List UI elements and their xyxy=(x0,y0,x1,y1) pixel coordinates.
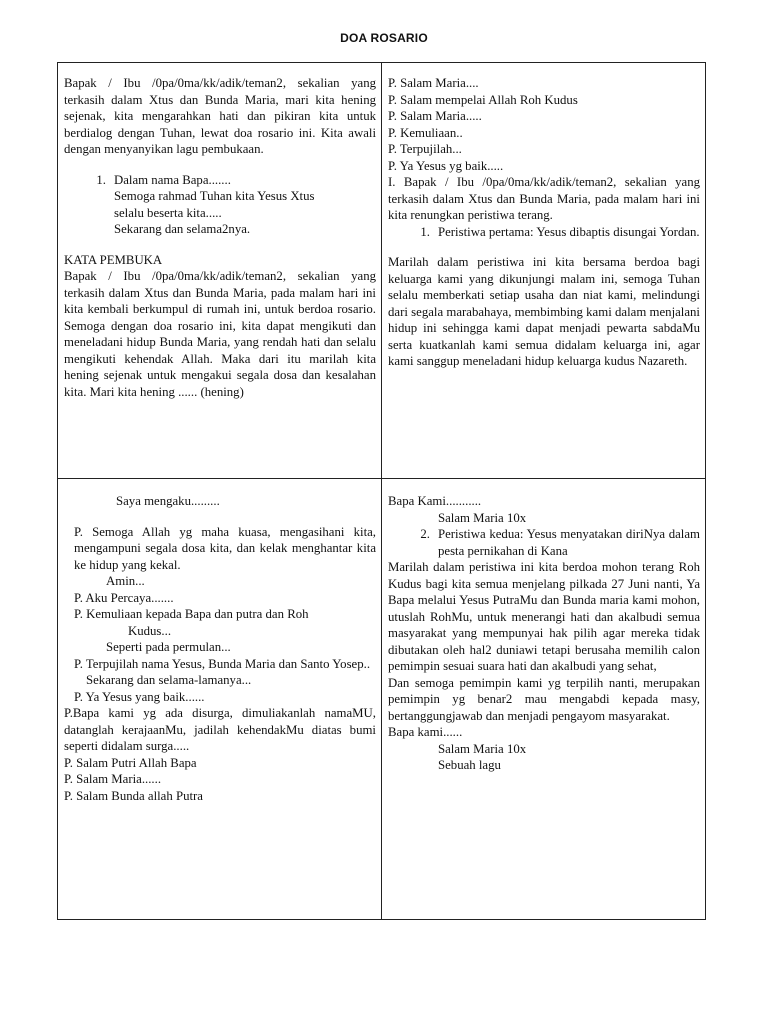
mystery-prayer-paragraph: Marilah dalam peristiwa ini kita berdoa mohon terang Roh Kudus bagi kita semua menjelang pilkada 27 Juni nanti, Ya Bapa melalui Yesus PutraMu dan Bunda maria kami mohon, utuslah RohMu, untuk menerangi hati dan akalbudi semua masyarakat yang mempunyai hak pilih agar mereka tidak dibutakan oleh hal2 duniawi tetapi berusaha memilih calon pemimpin sesuai suara hati dan akalbudi yang sehat, xyxy=(388,560,700,673)
seperti-line: Seperti pada permulan... xyxy=(106,640,231,654)
cell-mystery-two xyxy=(382,479,706,920)
prayer-line: P. Terpujilah... xyxy=(388,142,462,156)
prayer-line: P. Salam Maria...... xyxy=(64,772,162,786)
response-line: Salam Maria 10x xyxy=(438,510,527,525)
prayer-line: P. Salam Maria.... xyxy=(388,76,479,90)
table-row xyxy=(58,479,706,920)
terpujilah-line: P. Terpujilah nama Yesus, Bunda Maria dan Santo Yosep.. xyxy=(74,656,371,671)
cell-opening xyxy=(58,63,382,479)
ya-yesus-line: P. Ya Yesus yang baik...... xyxy=(74,689,205,704)
bapa-kami-paragraph: P.Bapa kami yg ada disurga, dimuliakanlah namaMU, datanglah kerajaanMu, jadilah kehendakMu diatas bumi seperti didalam surga..... xyxy=(64,706,376,753)
prayer-line: P. Salam Bunda allah Putra xyxy=(64,788,203,803)
table-row xyxy=(58,63,706,479)
pemimpin-paragraph: Dan semoga pemimpin kami yg terpilih nanti, merupakan pemimpin yg benar2 mau mengabdi kepada masy, bertanggungjawab dan menjadi pengayom masyarakat. xyxy=(388,675,700,723)
response-line: Semoga rahmad Tuhan kita Yesus Xtus xyxy=(114,189,315,203)
list-item: 1. Peristiwa pertama: Yesus dibaptis disungai Yordan. xyxy=(420,224,700,239)
percaya-line: P. Aku Percaya....... xyxy=(74,590,174,605)
cell-confession xyxy=(58,479,382,920)
kudus-line: Kudus... xyxy=(128,623,172,638)
prayer-line: Bapa Kami........... xyxy=(388,494,482,508)
mystery-prayer-paragraph: Marilah dalam peristiwa ini kita bersama berdoa bagi keluarga kami yang dikunjungi malam ini, semoga Tuhan selalu memberkati setiap usaha dan niat kami, melindungi dari segala marabahaya, membimbing kami dalam menjalani hidup ini sehingga kami dapat menjadi pewarta sabdaMu serta kuatkanlah kami semua didalam keluarga ini, agar kami sanggup meneladani hidup keluarga kudus Nazareth. xyxy=(388,255,700,368)
section-heading: KATA PEMBUKA xyxy=(64,252,163,267)
response-line: Salam Maria 10x xyxy=(438,741,527,756)
amin-line: Amin... xyxy=(106,574,145,588)
document-title: DOA ROSARIO xyxy=(340,31,428,45)
prayer-line: P. Salam Maria..... xyxy=(388,109,482,123)
cell-mystery-one xyxy=(382,63,706,479)
mystery-intro-paragraph: I. Bapak / Ibu /0pa/0ma/kk/adik/teman2, sekalian yang terkasih dalam Xtus dan Bunda Maria, pada malam hari ini kita renungkan peristiwa terang. xyxy=(388,175,700,222)
response-line: Sebuah lagu xyxy=(438,758,501,772)
list-item: 1. Dalam nama Bapa....... xyxy=(96,172,231,187)
sekarang-line: Sekarang dan selama-lamanya... xyxy=(86,673,252,687)
semoga-paragraph: P. Semoga Allah yg maha kuasa, mengasihani kita, mengampuni segala dosa kita, dan kelak menghantar kita ke hidup yang kekal. xyxy=(74,524,376,572)
pembuka-paragraph: Bapak / Ibu /0pa/0ma/kk/adik/teman2, sekalian yang terkasih dalam Xtus dan Bunda Maria, pada malam hari ini kita kembali berkumpul di rumah ini, untuk berdoa rosario. Semoga dengan doa rosario ini, kita dapat mengikuti dan meneladani hidup Bunda Maria, yang rendah hati dan selalu mengikuti kehendak Allah. Maka dari itu marilah kita hening sejenak untuk mengakui segala dosa dan kesalahan kita. Mari kita hening ...... (hening) xyxy=(64,269,376,399)
prayer-line: P. Salam mempelai Allah Roh Kudus xyxy=(388,92,578,107)
intro-paragraph: Bapak / Ibu /0pa/0ma/kk/adik/teman2, sekalian yang terkasih dalam Xtus dan Bunda Maria, mari kita hening sejenak, kita mengarahkan hati dan pikiran kita untuk berdialog dengan Tuhan, lewat doa rosario ini. Kita awali dengan menyanyikan lagu pembukaan. xyxy=(64,76,376,156)
prayer-line: P. Salam Putri Allah Bapa xyxy=(64,755,197,770)
list-item: 2. Peristiwa kedua: Yesus menyatakan diriNya dalam pesta pernikahan di Kana xyxy=(420,527,700,558)
kemuliaan-line: P. Kemuliaan kepada Bapa dan putra dan Roh xyxy=(74,607,309,621)
mengaku-line: Saya mengaku......... xyxy=(116,494,220,508)
prayer-line: Bapa kami...... xyxy=(388,725,463,739)
response-line: Sekarang dan selama2nya. xyxy=(114,222,251,236)
response-line: selalu beserta kita..... xyxy=(114,205,222,220)
prayer-table xyxy=(57,62,706,920)
prayer-line: P. Kemuliaan.. xyxy=(388,125,463,140)
prayer-line: P. Ya Yesus yg baik..... xyxy=(388,158,504,173)
